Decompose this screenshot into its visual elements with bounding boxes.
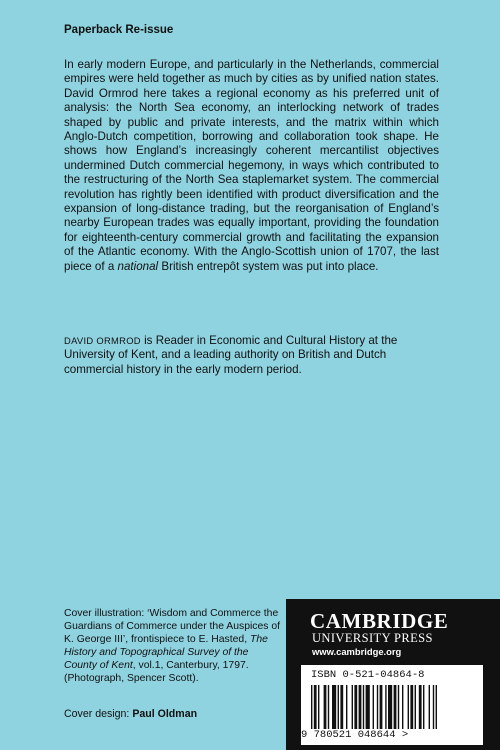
publisher-name: CAMBRIDGE (310, 609, 449, 633)
publisher-block (286, 599, 500, 750)
barcode-digits: 9 780521 048644 > (301, 729, 409, 741)
blurb-text: In early modern Europe, and particularly in the Netherlands, commercial empires were held together as much by cities as by unified nation states. David Ormrod here takes a regional economy as his preferred unit of analysis: the North Sea economy, an interlocking network of trades shaped by public and private interests, and the matrix within which Anglo-Dutch competition, borrowing and collaboration took shape. He shows how England’s increasingly coherent mercantilist objectives undermined Dutch commercial hegemony, in ways which contributed to the restructuring of the North Sea staplemarket system. The commercial revolution has rightly been identified with product diversification and the expansion of long-distance trading, but the reorganisation of England’s nearby European trades was equally important, providing the foundation for eighteenth-century commercial growth and facilitating the expansion of the Atlantic economy. With the Anglo-Scottish union of 1707, the last piece of a (64, 58, 439, 273)
barcode-icon (311, 685, 473, 729)
reissue-label: Paperback Re-issue (64, 24, 174, 36)
isbn-text: ISBN 0-521-04864-8 (311, 669, 425, 681)
author-bio (64, 334, 442, 377)
illustration-title: The History and Topographical Survey of the County of Kent (64, 634, 268, 672)
barcode-panel (301, 665, 483, 745)
blurb-text-end: British entrepôt system was put into place. (158, 259, 379, 273)
blurb-italic: national (117, 259, 159, 273)
publisher-subtitle: UNIVERSITY PRESS (312, 631, 433, 645)
cover-design-credit (64, 708, 197, 720)
author-text: is Reader in Economic and Cultural History at the University of Kent, and a leading authority on British and Dutch commercial history in the early modern period. (64, 334, 398, 376)
author-name: DAVID ORMROD (64, 335, 141, 346)
publisher-url: www.cambridge.org (312, 646, 402, 657)
illustration-text-end: , vol.1, Canterbury, 1797. (Photograph, Spencer Scott). (64, 660, 249, 685)
design-label: Cover design: (64, 708, 133, 720)
designer-name: Paul Oldman (132, 708, 198, 720)
illustration-text: Cover illustration: ‘Wisdom and Commerce the Guardians of Commerce under the Auspices of K. George III’, frontispiece to E. Hasted, (64, 608, 281, 646)
blurb-paragraph (64, 58, 439, 274)
cover-illustration-credit (64, 607, 284, 686)
